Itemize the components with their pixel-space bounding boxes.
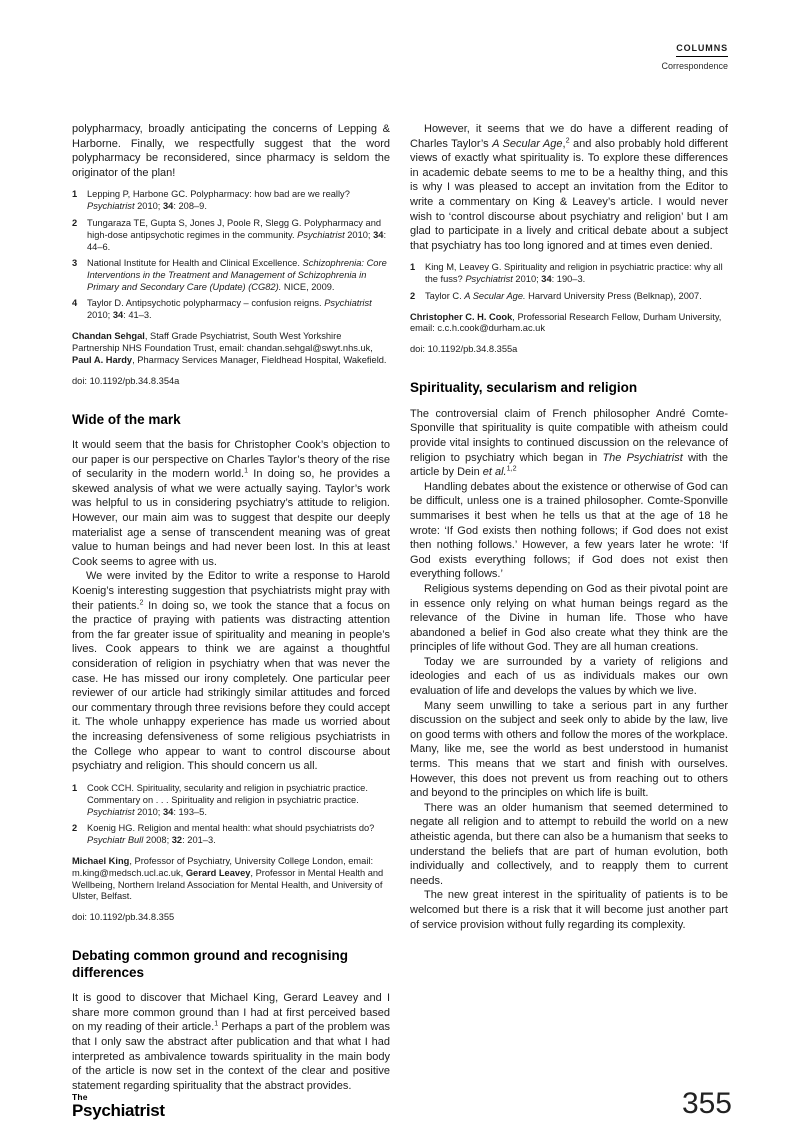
reference-number: 1 — [72, 189, 78, 200]
author-signature: Michael King, Professor of Psychiatry, University College London, email: m.king@medsch.ucl.ac.uk, Gerard Leavey, Professor in Mental Health and Wellbeing, Northern Ireland Association for Mental Health, and University of Ulster, Belfast. — [72, 855, 384, 902]
letter — [72, 122, 390, 388]
reference-text: Taylor D. Antipsychotic polypharmacy – confusion reigns. Psychiatrist 2010; 34: 41–3. — [87, 298, 372, 321]
letter-paragraph: polypharmacy, broadly anticipating the concerns of Lepping & Harborne. Finally, we respectfully suggest that the word polypharmacy be reconsidered, since pharmacy is seldom the originator of the plan! — [72, 123, 390, 179]
letter-paragraph: It would seem that the basis for Christopher Cook’s objection to our paper is our perspective on Charles Taylor’s theory of the rise of secularity in the modern world.$^1$ In doing so, he provides a skewed analysis of what we were actually saying. Taylor’s work was helpful to us in considering psychiatry’s attitude to religion. However, our main aim was to suggest that despite our deeply materialist age a sense of transcendent meaning was of great value to human beings and had never been lost. In this at least Cook seems to agree with us. — [72, 439, 390, 568]
journal-logo-name: Psychiatrist — [72, 1101, 165, 1120]
letter-paragraph: There was an older humanism that seemed determined to negate all religion and to attempt to rebuild the world on a new atheistic agenda, but there can also be a humanism that seeks to understand the beliefs that are part of human evolution, both individually and collectively, and to reapply them to current needs. — [410, 801, 728, 887]
reference-text: Tungaraza TE, Gupta S, Jones J, Poole R, Slegg G. Polypharmacy and high-dose antipsychotic regimes in the community. Psychiatrist 2010; 34: 44–6. — [87, 217, 387, 252]
reference-number: 1 — [72, 782, 78, 793]
reference-item — [410, 262, 728, 286]
reference-number: 2 — [72, 217, 78, 228]
correspondence-columns — [72, 122, 728, 1104]
letter-paragraph: Today we are surrounded by a variety of religions and ideologies and each of us as individuals makes our own evaluation of life and develops the values by which we live. — [410, 655, 728, 698]
reference-list — [72, 189, 390, 322]
journal-logo — [72, 1093, 165, 1120]
page-footer — [72, 1089, 732, 1119]
reference-item — [72, 783, 390, 819]
reference-text: National Institute for Health and Clinical Excellence. Schizophrenia: Core Interventions in the Treatment and Management of Schizophrenia in Primary and Secondary Care (Update) (CG82). NICE, 2009. — [87, 257, 387, 292]
letter-paragraph: It is good to discover that Michael King, Gerard Leavey and I share more common ground than I had at first perceived based on my reading of their article.$^1$ Perhaps a part of the problem was that I only saw the abstract after publication and that what I had interpreted as ambivalence towards spirituality in the main body of the article is now set in the context of the clear and positive statement regarding spirituality that the abstract provides. — [72, 992, 390, 1092]
doi: doi: 10.1192/pb.34.8.355a — [410, 344, 518, 355]
reference-item — [410, 291, 728, 303]
reference-item — [72, 218, 390, 254]
author-signature: Christopher C. H. Cook, Professorial Research Fellow, Durham University, email: c.c.h.cook@durham.ac.uk — [410, 311, 722, 334]
subsection-label: Correspondence — [661, 61, 728, 71]
letter-heading: Wide of the mark — [72, 411, 181, 427]
letter — [72, 412, 390, 925]
reference-item — [72, 258, 390, 294]
reference-number: 2 — [410, 290, 416, 301]
page-header — [661, 38, 728, 71]
reference-number: 1 — [410, 262, 416, 273]
letter-paragraph: Handling debates about the existence or otherwise of God can be difficult, unless one is a trained philosopher. Comte-Sponville summarises it best when he tells us that at the age of 18 he wrote: ‘If God exists then nothing follows; if God does not exist then nothing follows.’ However, a few years later he wrote: ‘If God exists everything follows; if God does not exist then everything follows.’ — [410, 480, 728, 581]
doi: doi: 10.1192/pb.34.8.354a — [72, 375, 180, 386]
reference-item — [72, 823, 390, 847]
letter-paragraph: The controversial claim of French philosopher André Comte-Sponville that spirituality is quite compatible with atheism could provide vital insights to continued discussion on the relevance of religion to psychiatry which began in The Psychiatrist with the article by Dein et al.$^{1,2}$ — [410, 407, 728, 479]
reference-text: Taylor C. A Secular Age. Harvard University Press (Belknap), 2007. — [425, 290, 702, 301]
letter-paragraph: However, it seems that we do have a different reading of Charles Taylor’s A Secular Age,$^2$ and also probably hold different views of exactly what spirituality is. To explore these differences in academic debate seems to me to be a healthy thing, and this is why I was pleased to accept an invitation from the Editor to write a commentary on King & Leavey’s article. I would never wish to ‘control discourse about psychiatry and religion’ but I am glad to participate in a lively and critical debate about a subject that psychiatry has too long ignored and at times even denied. — [410, 123, 728, 252]
reference-text: King M, Leavey G. Spirituality and religion in psychiatric practice: why all the fuss? Psychiatrist 2010; 34: 190–3. — [425, 262, 723, 285]
reference-number: 4 — [72, 298, 78, 309]
reference-text: Koenig HG. Religion and mental health: what should psychiatrists do? Psychiatr Bull 2008; 32: 201–3. — [87, 822, 375, 845]
letter-paragraph: We were invited by the Editor to write a response to Harold Koenig’s interesting suggestion that psychiatrists might pray with their patients.$^2$ In doing so, we took the stance that a focus on the practice of praying with patients was distracting attention from the far greater issue of spirituality and meaning in people’s lives. Cook appears to think we are against a thoughtful consideration of religion in psychiatry when that was never the case. He has missed our irony completely. One particular peer reviewer of our article had strikingly similar attitudes and forced our commentary through three revisions before they could accept it. The whole unhappy experience has made us worried about the increasing defensiveness of some religious psychiatrists in the College who appear to want to control discourse about psychiatry and religion. This should concern us all. — [72, 570, 390, 773]
letter-heading: Spirituality, secularism and religion — [410, 380, 638, 396]
reference-text: Cook CCH. Spirituality, secularity and religion in psychiatric practice. Commentary on . . . Spirituality and religion in psychiatric practice. Psychiatrist 2010; 34: 193–5. — [87, 782, 368, 817]
reference-list — [72, 783, 390, 847]
reference-number: 2 — [72, 822, 78, 833]
reference-item — [72, 298, 390, 322]
doi: doi: 10.1192/pb.34.8.355 — [72, 912, 175, 923]
letter-paragraph: The new great interest in the spirituality of patients is to be welcomed but there is a risk that it will become just another part of service provision without fully regarding its complexity. — [410, 889, 728, 931]
section-label: COLUMNS — [676, 43, 728, 57]
reference-text: Lepping P, Harbone GC. Polypharmacy: how bad are we really? Psychiatrist 2010; 34: 208–9. — [87, 189, 350, 212]
reference-number: 3 — [72, 257, 78, 268]
letter-paragraph: Religious systems depending on God as their pivotal point are in essence only relying on what human beings regard as the relevance of the Divine in human life. Those who have abandoned a belief in God also create what they think are the principles of life without God. They are all human creations. — [410, 582, 728, 654]
letter — [410, 380, 728, 932]
journal-logo-the: The — [72, 1091, 88, 1102]
page-number: 355 — [681, 1087, 732, 1120]
letter-heading: Debating common ground and recognising differences — [72, 948, 349, 980]
reference-list — [410, 262, 728, 302]
reference-item — [72, 189, 390, 213]
letter-paragraph: Many seem unwilling to take a serious part in any further discussion on the subject and seek only to abide by the law, live on good terms with others and follow the mores of the workplace. Many, like me, see the world as best understood in humanist terms. This means that we start and finish with ourselves. However, this does not prevent us from reaching out to others and beyond to the principles on which life is built. — [410, 699, 728, 800]
author-signature: Chandan Sehgal, Staff Grade Psychiatrist, South West Yorkshire Partnership NHS Foundation Trust, email: chandan.sehgal@swyt.nhs.uk, Paul A. Hardy, Pharmacy Services Manager, Fieldhead Hospital, Wakefield. — [72, 330, 387, 365]
